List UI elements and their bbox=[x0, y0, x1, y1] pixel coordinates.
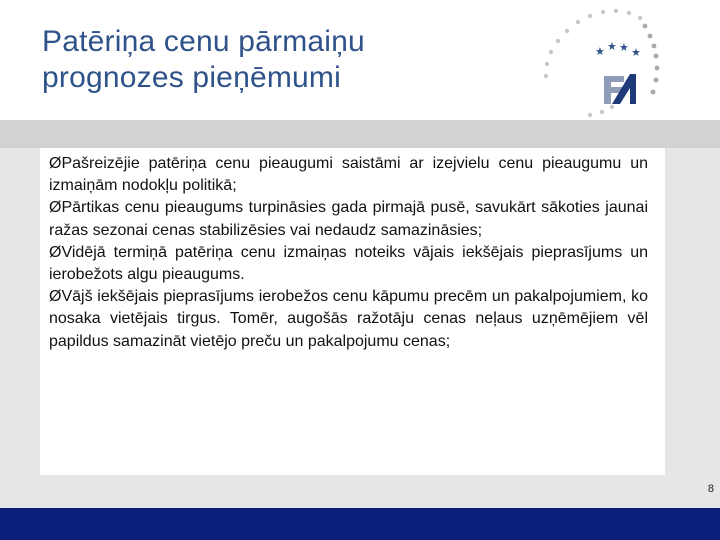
svg-text:★: ★ bbox=[595, 45, 605, 58]
svg-text:★: ★ bbox=[619, 41, 629, 54]
svg-text:★: ★ bbox=[631, 46, 641, 59]
eu-stars-fm-logo-icon bbox=[540, 6, 662, 118]
title-line-1: Patēriņa cenu pārmaiņu bbox=[42, 25, 365, 58]
bullet-text: Vidējā termiņā patēriņa cenu izmaiņas noteiks vājais iekšējais pieprasījums un ierobežots algu pieaugums. bbox=[49, 243, 648, 284]
bullet-item bbox=[49, 197, 648, 241]
page-number: 8 bbox=[707, 483, 714, 495]
footer-bar bbox=[0, 508, 720, 540]
bullet-item bbox=[49, 153, 648, 197]
bullet-text: Pārtikas cenu pieaugums turpināsies gada pirmajā pusē, savukārt sākoties jaunai ražas sezonai cenas stabilizēsies vai nedaudz samazināsies; bbox=[49, 199, 648, 239]
bullet-item bbox=[49, 242, 648, 286]
bullet-text: Pašreizējie patēriņa cenu pieaugumi saistāmi ar izejvielu cenu pieaugumu un izmaiņām nodokļu politikā; bbox=[49, 155, 648, 195]
arrow-bullet-icon: Ø bbox=[49, 243, 62, 261]
header-separator-bar bbox=[0, 120, 720, 148]
bullet-text: Vājš iekšējais pieprasījums ierobežos cenu kāpumu precēm un pakalpojumiem, ko nosaka vietējais tirgus. Tomēr, augošās ražotāju cenas neļaus uzņēmējiem vēl papildus samazināt vietējo preču un pakalpojumu cenas; bbox=[49, 288, 648, 350]
arrow-bullet-icon: Ø bbox=[49, 155, 62, 172]
arrow-bullet-icon: Ø bbox=[49, 288, 62, 306]
bullet-item bbox=[49, 286, 648, 353]
title-line-2: prognozes pieņēmumi bbox=[42, 61, 341, 94]
slide-title bbox=[42, 24, 502, 96]
arrow-bullet-icon: Ø bbox=[49, 199, 62, 217]
bullet-list bbox=[49, 153, 648, 353]
svg-text:★: ★ bbox=[607, 40, 617, 53]
